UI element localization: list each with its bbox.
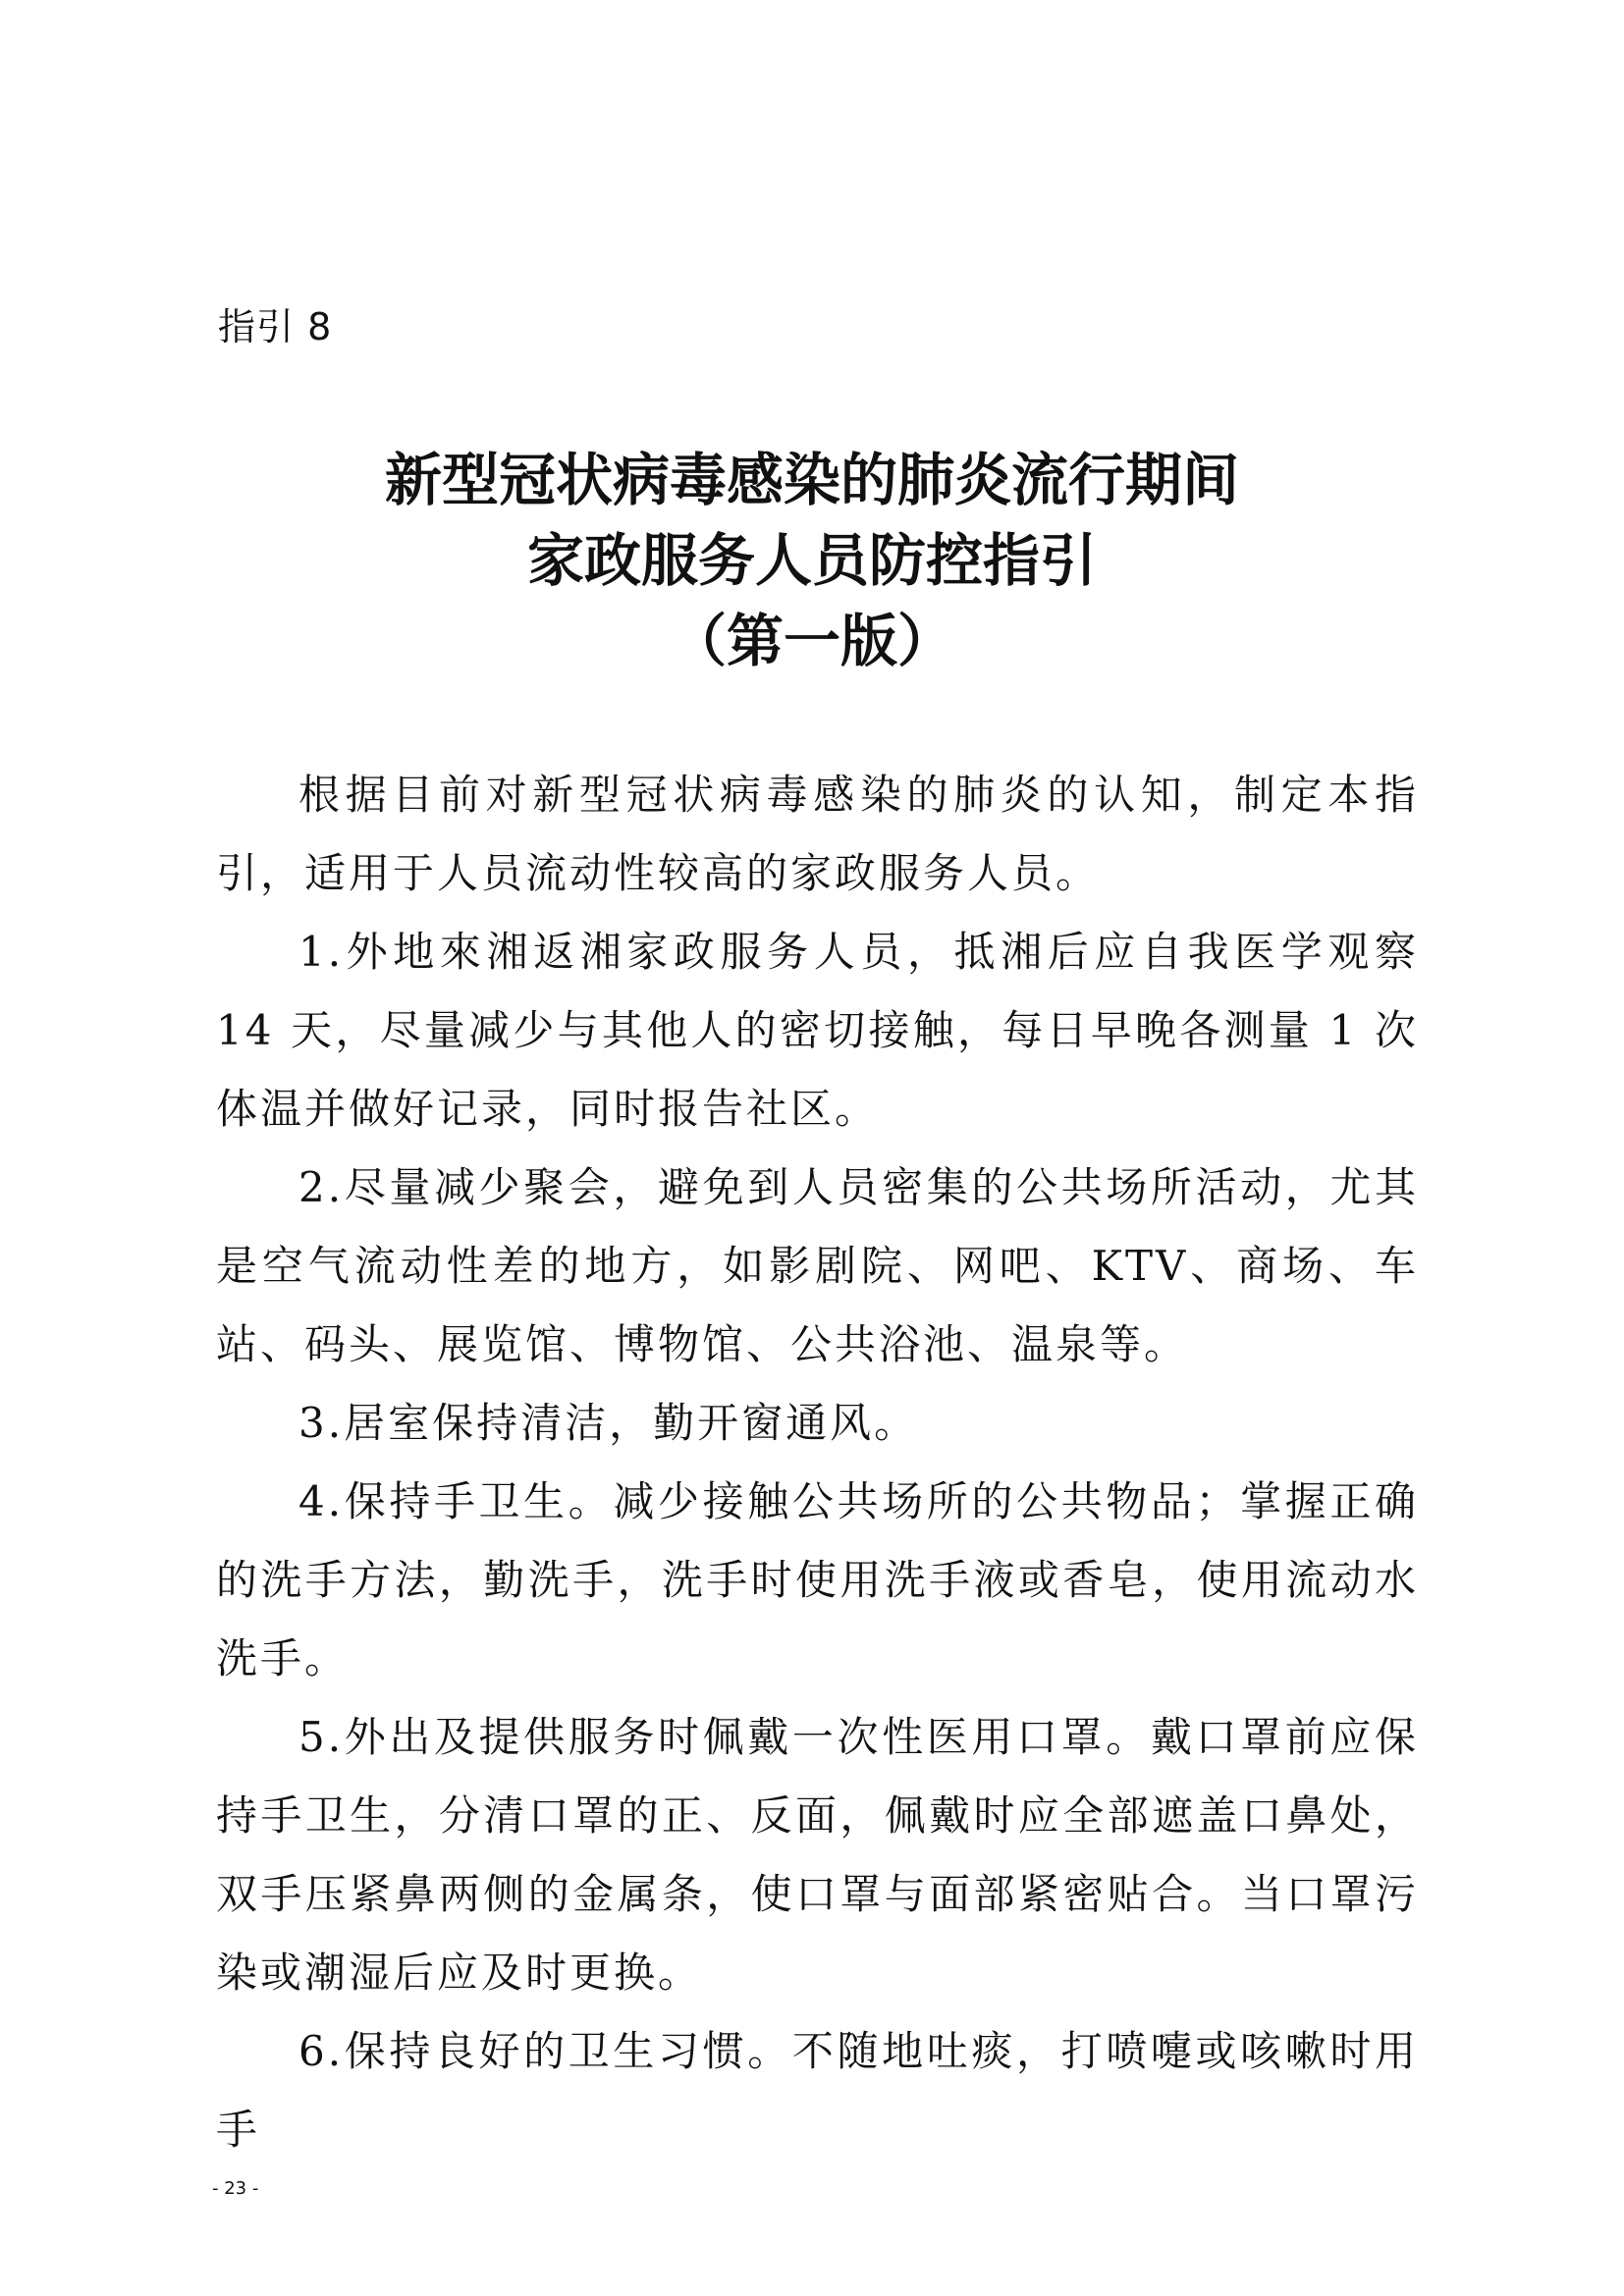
paragraph-intro: 根据目前对新型冠状病毒感染的肺炎的认知，制定本指引，适用于人员流动性较高的家政服务人员。 <box>216 771 1419 897</box>
page-number: - 23 - <box>212 2178 259 2199</box>
paragraph-item-2: 2.尽量减少聚会，避免到人员密集的公共场所活动，尤其是空气流动性差的地方，如影剧院、网吧、KTV、商场、车站、码头、展览馆、博物馆、公共浴池、温泉等。 <box>216 1163 1419 1368</box>
paragraph-item-5: 5.外出及提供服务时佩戴一次性医用口罩。戴口罩前应保持手卫生，分清口罩的正、反面，佩戴时应全部遮盖口鼻处，双手压紧鼻两侧的金属条，使口罩与面部紧密贴合。当口罩污染或潮湿后应及时更换。 <box>216 1713 1419 1997</box>
guide-label: 指引 8 <box>218 305 333 348</box>
title-line-2: 家政服务人员防控指引 <box>526 527 1097 594</box>
document-title <box>0 440 1624 681</box>
title-line-3: （第一版） <box>669 608 954 674</box>
paragraph-item-4: 4.保持手卫生。减少接触公共场所的公共物品；掌握正确的洗手方法，勤洗手，洗手时使用洗手液或香皂，使用流动水洗手。 <box>216 1477 1419 1682</box>
title-line-1: 新型冠状病毒感染的肺炎流行期间 <box>384 447 1239 513</box>
paragraph-item-1: 1.外地來湘返湘家政服务人员，抵湘后应自我医学观察 14 天，尽量减少与其他人的密切接触，每日早晚各测量 1 次体温并做好记录，同时报告社区。 <box>216 928 1419 1133</box>
paragraph-item-6: 6.保持良好的卫生习惯。不随地吐痰，打喷嚏或咳嗽时用手 <box>216 2027 1419 2154</box>
document-body <box>216 756 1419 2169</box>
paragraph-item-3: 3.居室保持清洁，勤开窗通风。 <box>298 1399 919 1447</box>
